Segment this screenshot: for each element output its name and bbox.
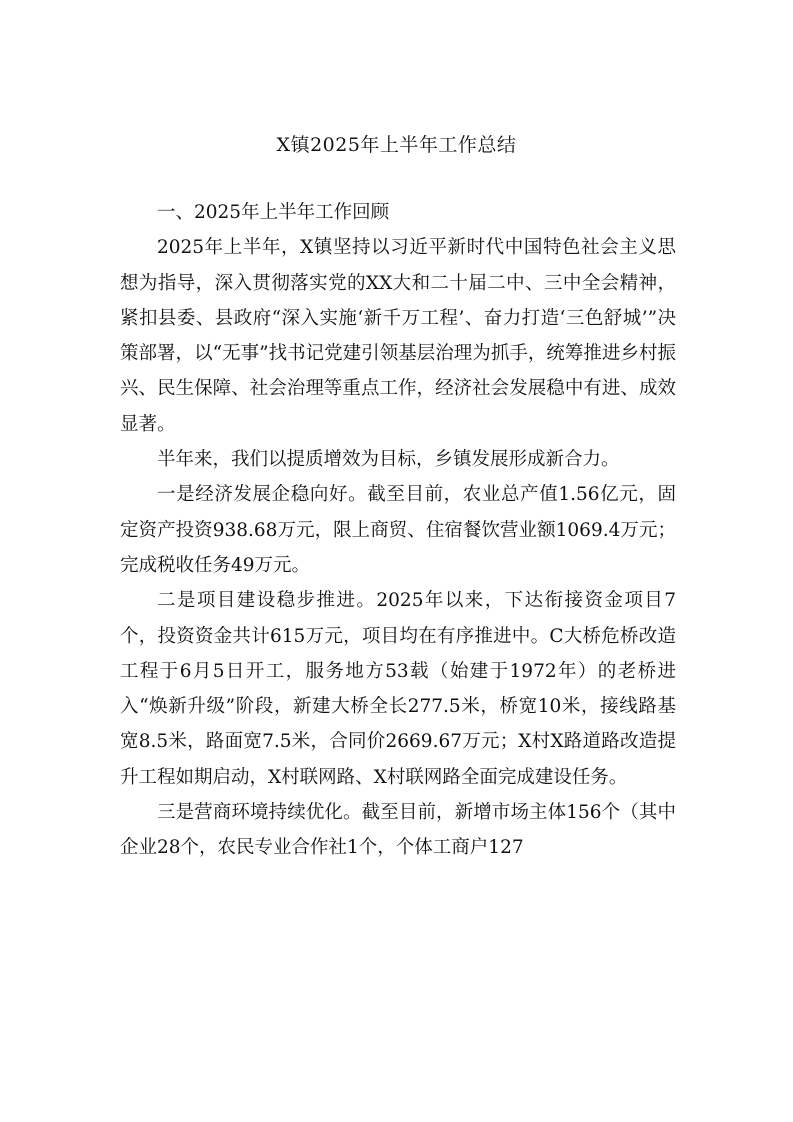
paragraph: 三是营商环境持续优化。截至目前，新增市场主体156个（其中企业28个，农民专业合作社1个，个体工商户127 <box>120 802 676 859</box>
section-heading: 一、2025年上半年工作回顾 <box>157 202 390 223</box>
paragraph: 半年来，我们以提质增效为目标，乡镇发展形成新合力。 <box>157 449 620 471</box>
document-body <box>120 195 676 866</box>
paragraph: 一是经济发展企稳向好。截至目前，农业总产值1.56亿元，固定资产投资938.68万元，限上商贸、住宿餐饮营业额1069.4万元；完成税收任务49万元。 <box>120 484 676 576</box>
paragraph: 二是项目建设稳步推进。2025年以来，下达衔接资金项目7个，投资资金共计615万元，项目均在有序推进中。C大桥危桥改造工程于6月5日开工，服务地方53载（始建于1972年）的老桥进入“焕新升级”阶段，新建大桥全长277.5米，桥宽10米，接线路基宽8.5米，路面宽7.5米，合同价2669.67万元；X村X路道路改造提升工程如期启动，X村联网路、X村联网路全面完成建设任务。 <box>120 590 676 788</box>
paragraph: 2025年上半年，X镇坚持以习近平新时代中国特色社会主义思想为指导，深入贯彻落实党的XX大和二十届二中、三中全会精神，紧扣县委、县政府“深入实施‘新千万工程’、奋力打造‘三色舒城’”决策部署，以“无事”找书记党建引领基层治理为抓手，统筹推进乡村振兴、民生保障、社会治理等重点工作，经济社会发展稳中有进、成效显著。 <box>120 237 676 435</box>
document-title: X镇2025年上半年工作总结 <box>276 134 517 156</box>
